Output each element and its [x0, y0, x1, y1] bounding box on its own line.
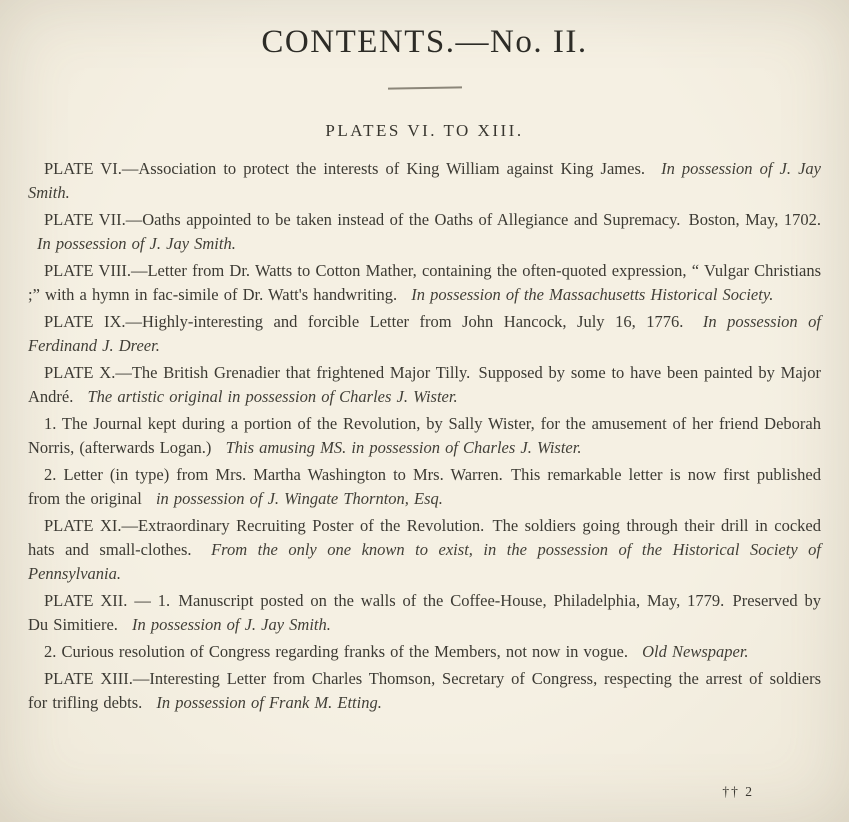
- entry-provenance: In possession of Ferdinand J. Dreer.: [28, 312, 822, 355]
- entry-text: 2. Letter (in type) from Mrs. Martha Washington to Mrs. Warren. This remarkable letter is now first published from the original: [28, 465, 821, 508]
- plate-entry: [28, 157, 821, 205]
- entry-text: PLATE XIII.—Interesting Letter from Charles Thomson, Secretary of Congress, respecting the arrest of soldiers for trifling debts.: [28, 669, 821, 712]
- plate-entry: [28, 310, 821, 358]
- signature-mark: †† 2: [722, 784, 754, 799]
- entry-text: PLATE VII.—Oaths appointed to be taken instead of the Oaths of Allegiance and Supremacy. Boston, May, 1702.: [44, 210, 821, 229]
- plate-entry: [28, 667, 821, 715]
- entry-text: PLATE IX.—Highly-interesting and forcible Letter from John Hancock, July 16, 1776.: [44, 312, 684, 331]
- entry-provenance: In possession of J. Jay Smith.: [28, 159, 821, 202]
- entry-text: PLATE XI.—Extraordinary Recruiting Poster of the Revolution. The soldiers going through their drill in cocked hats and small-clothes.: [28, 516, 821, 559]
- plate-entry: [28, 463, 821, 511]
- entry-text: PLATE X.—The British Grenadier that frightened Major Tilly. Supposed by some to have been painted by Major André.: [28, 363, 821, 406]
- plate-entry: [28, 361, 821, 409]
- entry-text: 2. Curious resolution of Congress regarding franks of the Members, not now in vogue.: [44, 642, 628, 661]
- title-divider: [387, 86, 461, 89]
- entry-provenance: in possession of J. Wingate Thornton, Esq.: [155, 489, 443, 508]
- plate-entry: [28, 208, 821, 256]
- entry-provenance: The artistic original in possession of Charles J. Wister.: [87, 387, 458, 406]
- entry-provenance: In possession of Frank M. Etting.: [156, 693, 382, 712]
- entry-provenance: From the only one known to exist, in the possession of the Historical Society of Pennsylvania.: [28, 540, 822, 583]
- entry-text: PLATE VIII.—Letter from Dr. Watts to Cotton Mather, containing the often-quoted expression, “ Vulgar Christians ;” with a hymn in fac-simile of Dr. Watt's handwriting.: [28, 261, 821, 304]
- entry-text: PLATE VI.—Association to protect the interests of King William against King James.: [44, 159, 645, 178]
- entry-provenance: In possession of J. Jay Smith.: [132, 615, 331, 634]
- plate-entry: [28, 412, 821, 460]
- entry-text: PLATE XII. — 1. Manuscript posted on the walls of the Coffee-House, Philadelphia, May, 1779. Preserved by Du Simitiere.: [28, 591, 821, 634]
- page-title: CONTENTS.—No. II.: [261, 24, 588, 60]
- entry-text: 1. The Journal kept during a portion of the Revolution, by Sally Wister, for the amusement of her friend Deborah Norris, (afterwards Logan.): [28, 414, 821, 457]
- plate-entry: [28, 589, 821, 637]
- section-heading: PLATES VI. TO XIII.: [325, 121, 524, 140]
- entry-provenance: Old Newspaper.: [642, 642, 749, 661]
- entry-provenance: In possession of J. Jay Smith.: [37, 234, 236, 253]
- plate-entry: [28, 514, 821, 586]
- contents-list: [28, 157, 821, 715]
- plate-entry: [28, 640, 821, 664]
- entry-provenance: This amusing MS. in possession of Charles J. Wister.: [225, 438, 582, 457]
- entry-provenance: In possession of the Massachusetts Historical Society.: [411, 285, 774, 304]
- plate-entry: [28, 259, 821, 307]
